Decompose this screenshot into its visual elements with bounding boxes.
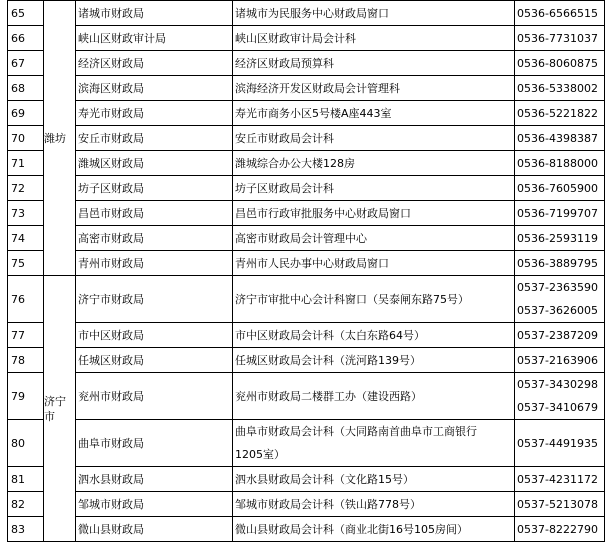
office-address: [233, 76, 515, 101]
phone-line: 0537-3430298: [517, 378, 598, 391]
address-line: 济宁市审批中心会计科窗口（吴泰闸东路75号）: [235, 292, 469, 306]
address-line: 曲阜市财政局会计科（大同路南首曲阜市工商银行: [235, 425, 477, 438]
address-line: 市中区财政局会计科（太白东路64号）: [235, 328, 425, 342]
office-name: 邹城市财政局: [76, 492, 233, 517]
office-phone: [515, 26, 605, 51]
office-phone: [515, 420, 605, 467]
table-row: [8, 467, 605, 492]
office-address: [233, 151, 515, 176]
address-line: 诸城市为民服务中心财政局窗口: [235, 6, 389, 20]
phone-line: 0536-4398387: [517, 131, 598, 145]
table-row: [8, 251, 605, 276]
row-number: 71: [8, 151, 44, 176]
office-name: 寿光市财政局: [76, 101, 233, 126]
address-line: 微山县财政局会计科（商业北街16号105房间）: [235, 522, 468, 536]
office-phone: [515, 226, 605, 251]
address-line: 经济区财政局预算科: [235, 56, 334, 70]
office-name: 经济区财政局: [76, 51, 233, 76]
office-phone: [515, 101, 605, 126]
address-line: 安丘市财政局会计科: [235, 131, 334, 145]
office-phone: [515, 51, 605, 76]
row-number: 67: [8, 51, 44, 76]
phone-line: 0537-2387209: [517, 328, 598, 342]
office-name: 昌邑市财政局: [76, 201, 233, 226]
office-phone: [515, 76, 605, 101]
phone-line: 0536-5221822: [517, 106, 598, 120]
office-address: [233, 101, 515, 126]
office-name: 峡山区财政审计局: [76, 26, 233, 51]
phone-line: 0537-2363590: [517, 281, 598, 294]
row-number: 83: [8, 517, 44, 542]
office-name: 坊子区财政局: [76, 176, 233, 201]
phone-line: 0537-8222790: [517, 522, 598, 536]
table-row: [8, 201, 605, 226]
office-address: [233, 26, 515, 51]
address-line: 寿光市商务小区5号楼A座443室: [235, 106, 392, 120]
phone-line: 0536-8060875: [517, 56, 598, 70]
phone-line: 0536-7731037: [517, 31, 598, 45]
table-row: [8, 26, 605, 51]
row-number: 81: [8, 467, 44, 492]
office-address: [233, 126, 515, 151]
row-number: 72: [8, 176, 44, 201]
phone-line: 0536-2593119: [517, 231, 598, 245]
table-row: [8, 51, 605, 76]
address-line: 峡山区财政审计局会计科: [235, 31, 356, 45]
row-number: 75: [8, 251, 44, 276]
phone-line: 0537-4491935: [517, 436, 598, 450]
table-row: [8, 323, 605, 348]
office-name: 青州市财政局: [76, 251, 233, 276]
address-line: 高密市财政局会计管理中心: [235, 231, 367, 245]
office-phone: [515, 201, 605, 226]
office-phone: [515, 323, 605, 348]
table-row: [8, 126, 605, 151]
office-phone: [515, 251, 605, 276]
address-line: 坊子区财政局会计科: [235, 181, 334, 195]
row-number: 74: [8, 226, 44, 251]
office-address: [233, 492, 515, 517]
office-address: [233, 517, 515, 542]
phone-line: 0537-2163906: [517, 353, 598, 367]
phone-line: 0537-3626005: [517, 304, 598, 317]
office-name: 市中区财政局: [76, 323, 233, 348]
table-row: [8, 101, 605, 126]
table-row: [8, 348, 605, 373]
address-line: 泗水县财政局会计科（文化路15号）: [235, 472, 414, 486]
city-name: 潍坊: [44, 1, 76, 276]
office-address: [233, 467, 515, 492]
row-number: 77: [8, 323, 44, 348]
address-line: 滨海经济开发区财政局会计管理科: [235, 81, 400, 95]
address-line: 昌邑市行政审批服务中心财政局窗口: [235, 206, 411, 220]
phone-line: 0536-8188000: [517, 156, 598, 170]
office-phone: [515, 276, 605, 323]
office-phone: [515, 126, 605, 151]
office-phone: [515, 467, 605, 492]
row-number: 76: [8, 276, 44, 323]
table-row: [8, 517, 605, 542]
row-number: 79: [8, 373, 44, 420]
address-line: 兖州市财政局二楼群工办（建设西路）: [235, 389, 422, 403]
office-phone: [515, 373, 605, 420]
office-address: [233, 348, 515, 373]
office-address: [233, 51, 515, 76]
address-line: 潍城综合办公大楼128房: [235, 156, 355, 170]
row-number: 69: [8, 101, 44, 126]
office-name: 微山县财政局: [76, 517, 233, 542]
table-row: [8, 76, 605, 101]
address-line: 青州市人民办事中心财政局窗口: [235, 256, 389, 270]
address-line: 1205室）: [235, 448, 285, 461]
office-address: [233, 201, 515, 226]
table-row: [8, 226, 605, 251]
office-phone: [515, 348, 605, 373]
office-phone: [515, 517, 605, 542]
phone-line: 0537-5213078: [517, 497, 598, 511]
office-address: [233, 176, 515, 201]
phone-line: 0537-3410679: [517, 401, 598, 414]
phone-line: 0536-6566515: [517, 6, 598, 20]
row-number: 80: [8, 420, 44, 467]
table-row: [8, 151, 605, 176]
address-line: 邹城市财政局会计科（铁山路778号）: [235, 497, 421, 511]
office-address: [233, 276, 515, 323]
office-phone: [515, 151, 605, 176]
office-address: [233, 373, 515, 420]
table-row: [8, 176, 605, 201]
phone-line: 0536-5338002: [517, 81, 598, 95]
phone-line: 0537-4231172: [517, 472, 598, 486]
office-phone: [515, 176, 605, 201]
office-address: [233, 251, 515, 276]
table-row: [8, 492, 605, 517]
office-phone: [515, 492, 605, 517]
row-number: 68: [8, 76, 44, 101]
table-row: [8, 373, 605, 420]
address-line: 任城区财政局会计科（洸河路139号）: [235, 353, 421, 367]
table-row: [8, 276, 605, 323]
row-number: 82: [8, 492, 44, 517]
office-address: [233, 420, 515, 467]
row-number: 73: [8, 201, 44, 226]
row-number: 65: [8, 1, 44, 26]
phone-line: 0536-7605900: [517, 181, 598, 195]
phone-line: 0536-7199707: [517, 206, 598, 220]
phone-line: 0536-3889795: [517, 256, 598, 270]
office-name: 潍城区财政局: [76, 151, 233, 176]
office-phone: [515, 1, 605, 26]
office-name: 滨海区财政局: [76, 76, 233, 101]
office-name: 安丘市财政局: [76, 126, 233, 151]
office-name: 诸城市财政局: [76, 1, 233, 26]
office-table: [7, 0, 605, 542]
table-row: [8, 1, 605, 26]
office-name: 济宁市财政局: [76, 276, 233, 323]
office-name: 曲阜市财政局: [76, 420, 233, 467]
office-address: [233, 323, 515, 348]
row-number: 78: [8, 348, 44, 373]
office-name: 高密市财政局: [76, 226, 233, 251]
office-address: [233, 1, 515, 26]
row-number: 70: [8, 126, 44, 151]
city-name: 济宁市: [44, 276, 76, 542]
row-number: 66: [8, 26, 44, 51]
office-name: 兖州市财政局: [76, 373, 233, 420]
table-row: [8, 420, 605, 467]
office-address: [233, 226, 515, 251]
office-name: 任城区财政局: [76, 348, 233, 373]
office-name: 泗水县财政局: [76, 467, 233, 492]
